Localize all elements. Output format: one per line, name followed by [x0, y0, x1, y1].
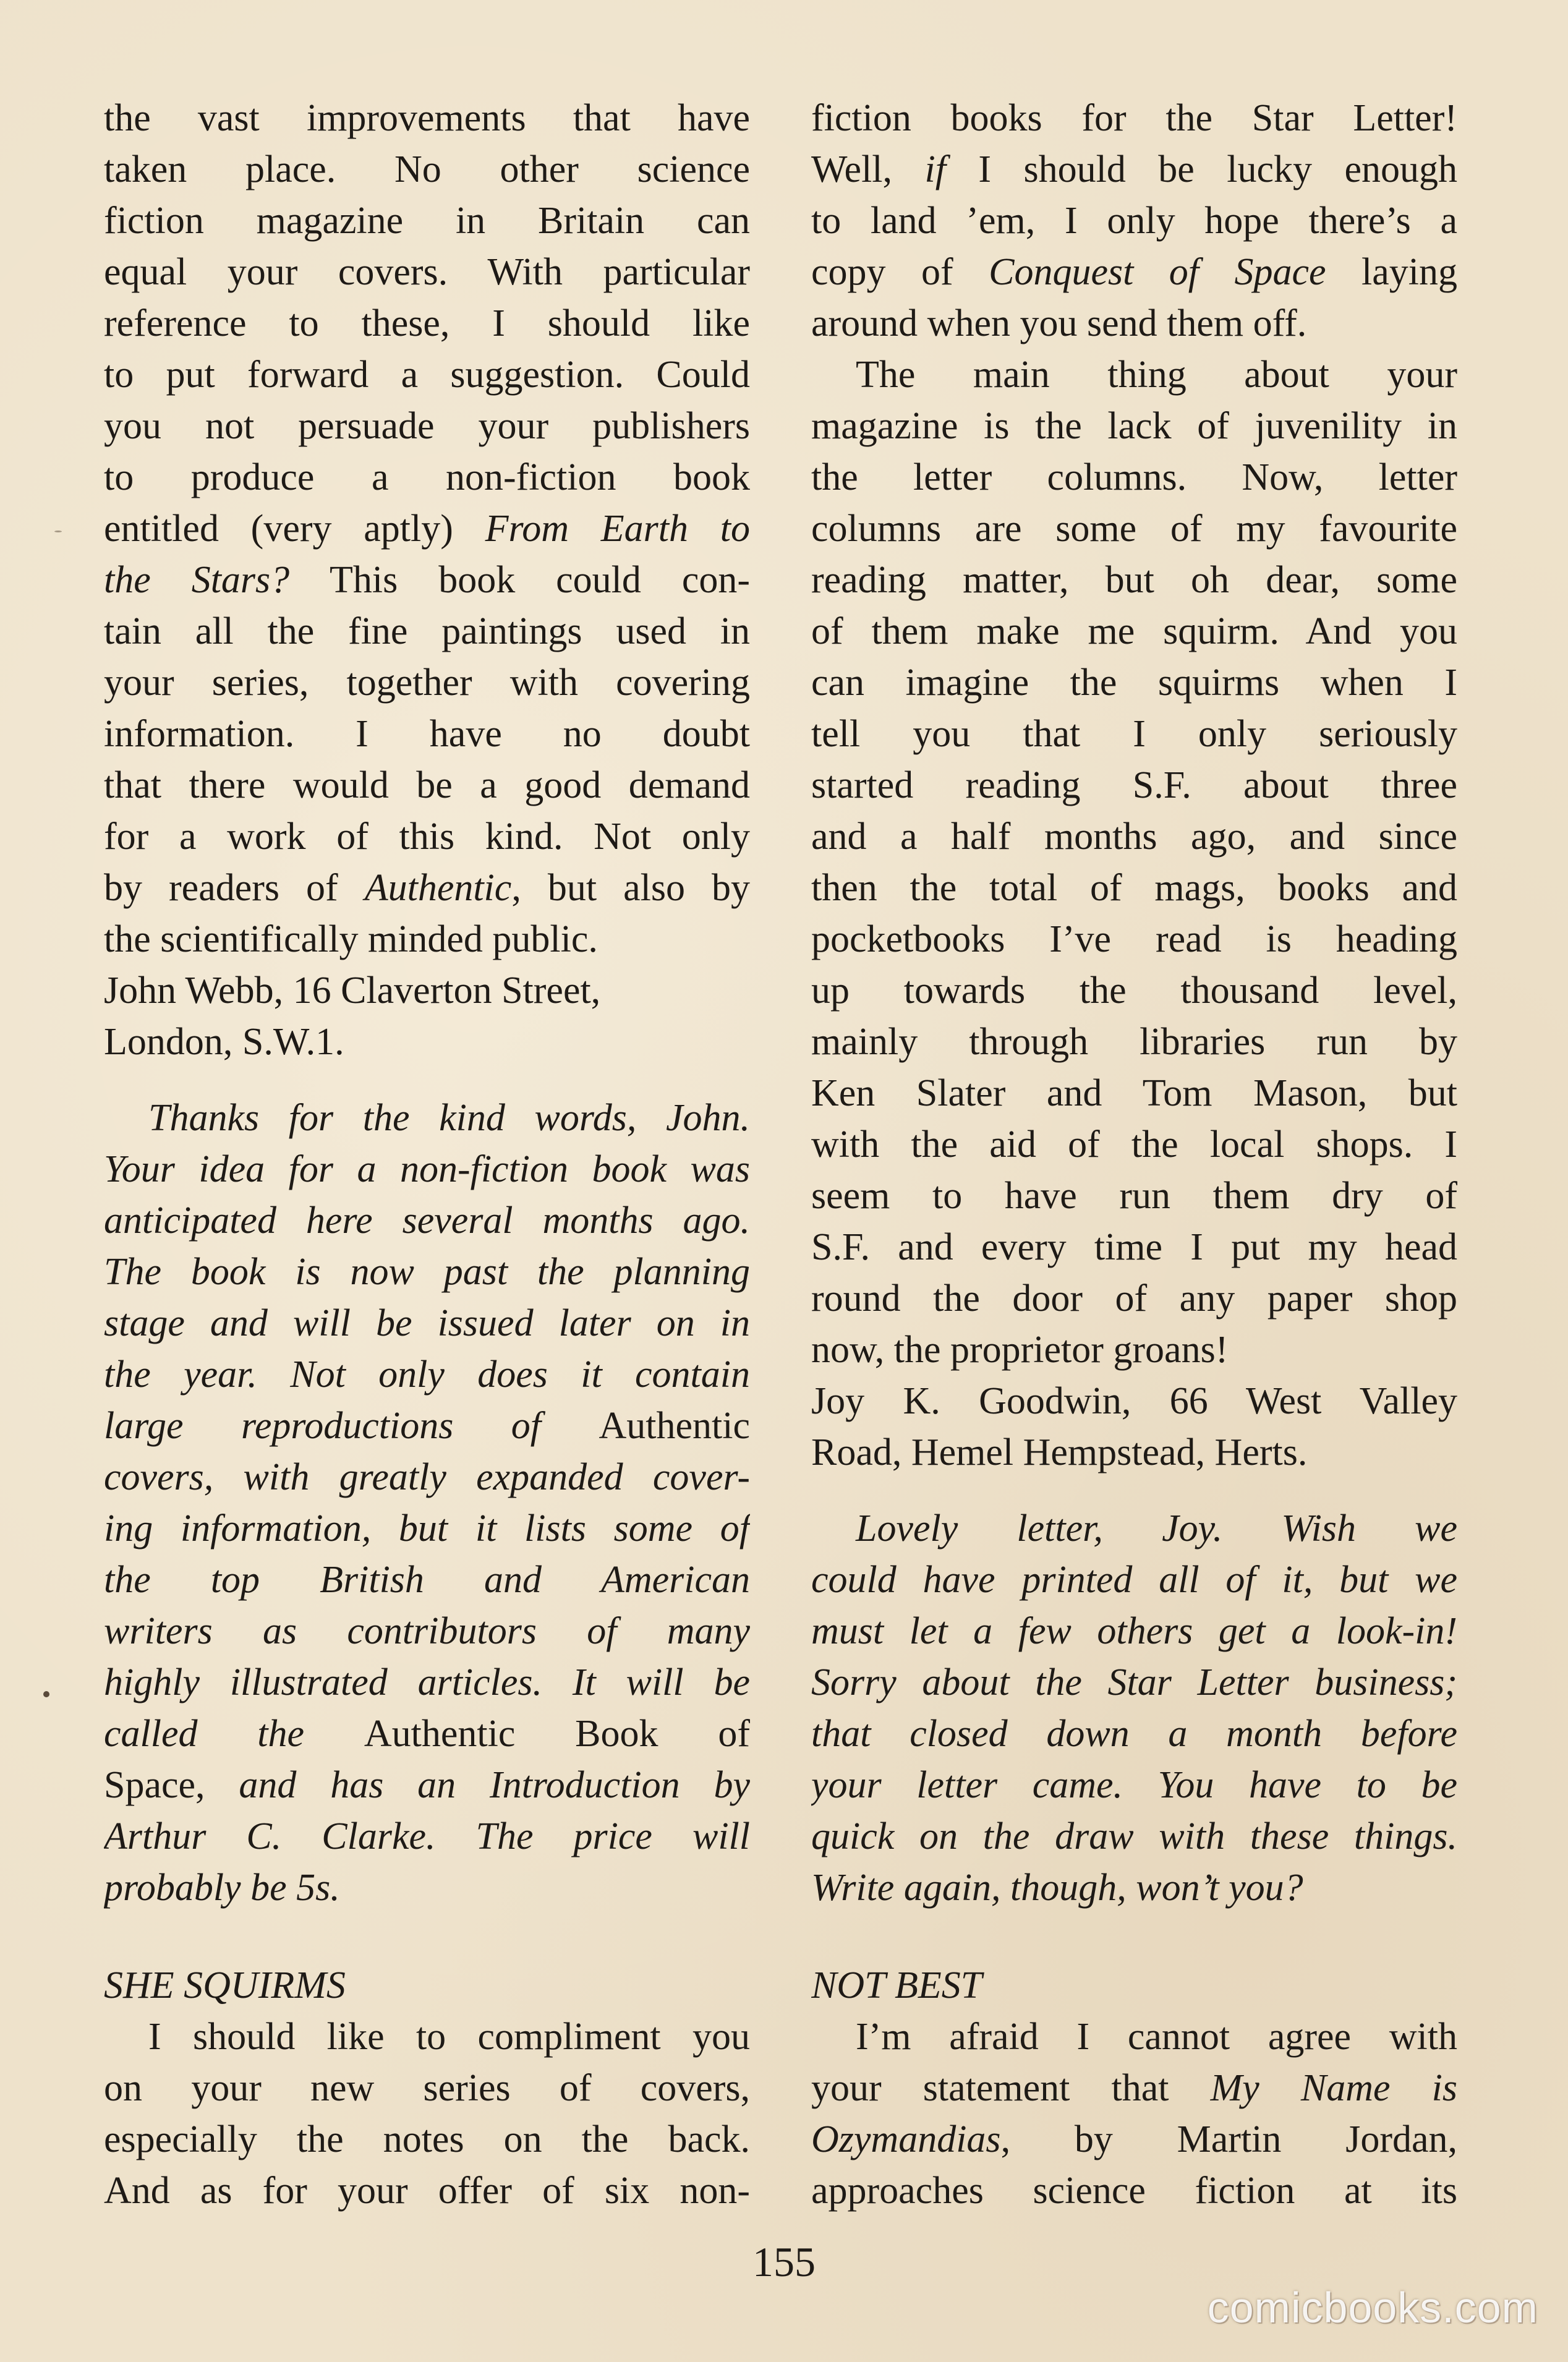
- reply-line: the year. Not only does it contain: [104, 1354, 750, 1396]
- text-line: can imagine the squirms when I: [811, 662, 1457, 704]
- text-run: by readers of: [104, 867, 365, 909]
- text-line: to land ’em, I only hope there’s a: [811, 200, 1457, 242]
- reply-line: quick on the draw with these things.: [811, 1815, 1457, 1857]
- next-letter: [811, 2011, 1457, 2217]
- text-line: taken place. No other science: [104, 148, 750, 190]
- paragraph-gap: [104, 1068, 750, 1093]
- editor-reply: [811, 1503, 1457, 1914]
- book-title: Authentic Book of: [364, 1713, 750, 1755]
- text-line: to put forward a suggestion. Could: [104, 354, 750, 396]
- text-line: up towards the thousand level,: [811, 970, 1457, 1012]
- text-line: I should like to compliment you: [148, 2016, 750, 2058]
- reply-line: Arthur C. Clarke. The price will: [104, 1815, 750, 1857]
- text-line: [104, 555, 750, 606]
- text-line: then the total of mags, books and: [811, 867, 1457, 909]
- text-line: [811, 2114, 1457, 2165]
- text-line: the vast improvements that have: [104, 97, 750, 139]
- letter-signature: Road, Hemel Hempstead, Herts.: [811, 1431, 1308, 1473]
- text-line: that there would be a good demand: [104, 764, 750, 806]
- text-line: for a work of this kind. Not only: [104, 816, 750, 858]
- text-run: laying: [1326, 251, 1457, 293]
- text-line: [104, 503, 750, 555]
- section-heading: SHE SQUIRMS: [104, 1964, 346, 2006]
- john-webb-letter: [104, 93, 750, 1068]
- reply-line: [104, 1760, 750, 1811]
- magazine-title: Authentic: [364, 867, 512, 909]
- text-line: pocketbooks I’ve read is heading: [811, 918, 1457, 960]
- text-line: S.F. and every time I put my head: [811, 1226, 1457, 1268]
- text-run: and has an Introduction by: [205, 1764, 750, 1806]
- text-line: round the door of any paper shop: [811, 1277, 1457, 1320]
- editor-reply: [104, 1093, 750, 1914]
- text-line: especially the notes on the back.: [104, 2118, 750, 2160]
- text-run: This book could con-: [289, 559, 750, 601]
- text-run: Well,: [811, 148, 925, 190]
- text-run: , but also by: [511, 867, 750, 909]
- print-speck: [43, 1691, 49, 1697]
- reply-line: covers, with greatly expanded cover-: [104, 1456, 750, 1498]
- text-line: [811, 2063, 1457, 2114]
- story-title: My Name is: [1210, 2067, 1457, 2109]
- magazine-title: Authentic: [599, 1405, 750, 1447]
- watermark: comicbooks.com: [1207, 2283, 1538, 2332]
- reply-line: highly illustrated articles. It will be: [104, 1661, 750, 1703]
- reply-line: Thanks for the kind words, John.: [148, 1097, 750, 1139]
- text-run: your statement that: [811, 2067, 1211, 2109]
- text-run: copy of: [811, 251, 989, 293]
- text-line: with the aid of the local shops. I: [811, 1123, 1457, 1166]
- page-number: 155: [752, 2238, 816, 2285]
- reply-line: must let a few others get a look-in!: [811, 1610, 1457, 1652]
- right-column: [811, 93, 1457, 2217]
- text-line: on your new series of covers,: [104, 2067, 750, 2109]
- joy-goodwin-letter: [104, 2011, 750, 2217]
- reply-line: Sorry about the Star Letter business;: [811, 1661, 1457, 1703]
- reply-line: writers as contributors of many: [104, 1610, 750, 1652]
- text-line: fiction magazine in Britain can: [104, 200, 750, 242]
- joy-goodwin-letter-continued: [811, 93, 1457, 1478]
- text-line: columns are some of my favourite: [811, 508, 1457, 550]
- text-run: large reproductions of: [104, 1405, 599, 1447]
- text-line: [811, 247, 1457, 298]
- text-run: if: [924, 148, 946, 190]
- reply-line: [104, 1401, 750, 1452]
- book-title: Conquest of Space: [989, 251, 1326, 293]
- reply-line: could have printed all of it, but we: [811, 1559, 1457, 1601]
- section-heading: NOT BEST: [811, 1964, 982, 2006]
- book-title: From Earth to: [485, 508, 750, 550]
- reply-line: stage and will be issued later on in: [104, 1302, 750, 1344]
- paragraph-gap: [811, 1478, 1457, 1503]
- text-line: started reading S.F. about three: [811, 764, 1457, 806]
- text-line: to produce a non-fiction book: [104, 456, 750, 498]
- text-line: approaches science fiction at its: [811, 2170, 1457, 2212]
- text-line: And as for your offer of six non-: [104, 2170, 750, 2212]
- text-run: I should be lucky enough: [945, 148, 1457, 190]
- text-line: tain all the fine paintings used in: [104, 610, 750, 652]
- reply-line: that closed down a month before: [811, 1713, 1457, 1755]
- section-gap: [104, 1914, 750, 1960]
- reply-line: anticipated here several months ago.: [104, 1200, 750, 1242]
- text-line: magazine is the lack of juvenility in: [811, 405, 1457, 447]
- text-line: tell you that I only seriously: [811, 713, 1457, 755]
- text-line: mainly through libraries run by: [811, 1021, 1457, 1063]
- print-speck: [54, 531, 62, 532]
- book-title: the Stars?: [104, 559, 290, 601]
- letter-signature: John Webb, 16 Claverton Street,: [104, 970, 601, 1012]
- text-line: reference to these, I should like: [104, 302, 750, 344]
- text-line: of them make me squirm. And you: [811, 610, 1457, 652]
- text-line: fiction books for the Star Letter!: [811, 97, 1457, 139]
- reply-line: probably be 5s.: [104, 1867, 340, 1909]
- text-run: entitled (very aptly): [104, 508, 485, 550]
- section-gap: [811, 1914, 1457, 1960]
- text-line: [104, 863, 750, 914]
- text-line: [811, 144, 1457, 195]
- text-line: and a half months ago, and since: [811, 816, 1457, 858]
- reply-line: Lovely letter, Joy. Wish we: [856, 1507, 1457, 1550]
- text-line: The main thing about your: [856, 354, 1457, 396]
- text-line: now, the proprietor groans!: [811, 1329, 1229, 1371]
- left-column: [104, 93, 750, 2217]
- reply-line: ing information, but it lists some of: [104, 1507, 750, 1550]
- text-line: I’m afraid I cannot agree with: [856, 2016, 1457, 2058]
- letter-signature: London, S.W.1.: [104, 1021, 344, 1063]
- reply-line: Write again, though, won’t you?: [811, 1867, 1303, 1909]
- text-line: information. I have no doubt: [104, 713, 750, 755]
- text-line: seem to have run them dry of: [811, 1175, 1457, 1217]
- text-line: the scientifically minded public.: [104, 918, 598, 960]
- text-line: equal your covers. With particular: [104, 251, 750, 293]
- text-line: Ken Slater and Tom Mason, but: [811, 1072, 1457, 1114]
- reply-line: Your idea for a non-fiction book was: [104, 1148, 750, 1190]
- text-line: reading matter, but oh dear, some: [811, 559, 1457, 601]
- text-line: around when you send them off.: [811, 302, 1307, 344]
- text-run: , by Martin Jordan,: [1000, 2118, 1457, 2160]
- reply-line: the top British and American: [104, 1559, 750, 1601]
- story-title: Ozymandias: [811, 2118, 1001, 2160]
- text-line: your series, together with covering: [104, 662, 750, 704]
- letter-signature: Joy K. Goodwin, 66 West Valley: [811, 1380, 1457, 1422]
- book-title: Space,: [104, 1764, 205, 1806]
- reply-line: your letter came. You have to be: [811, 1764, 1457, 1806]
- text-line: the letter columns. Now, letter: [811, 456, 1457, 498]
- reply-line: [104, 1708, 750, 1760]
- text-run: called the: [104, 1713, 364, 1755]
- reply-line: The book is now past the planning: [104, 1251, 750, 1293]
- text-line: you not persuade your publishers: [104, 405, 750, 447]
